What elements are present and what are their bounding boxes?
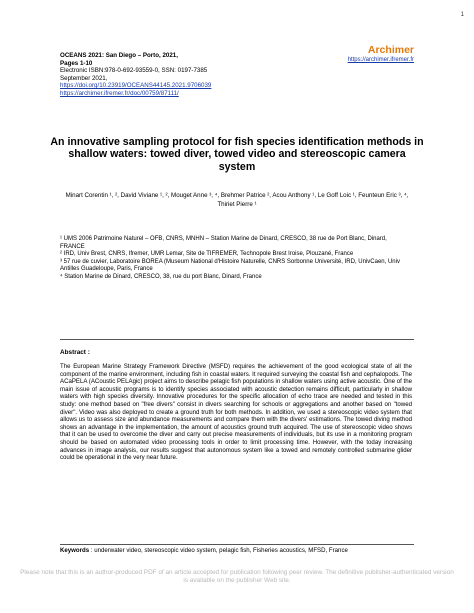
doi-link[interactable]: https://doi.org/10.23919/OCEANS44145.2021.9706039 <box>60 82 212 90</box>
divider-bottom <box>60 544 414 545</box>
archive-link[interactable]: https://archimer.ifremer.fr/doc/00759/87111/ <box>60 89 179 97</box>
paper-title: An innovative sampling protocol for fish species identification methods in shallow waters: towed diver, towed video and stereoscopic camera system <box>50 136 424 173</box>
abstract-body: The European Marine Strategy Framework Directive (MSFD) requires the achievement of the good ecological state of all the component of the marine environment, including fish in coastal waters. It required surveying the coastal fish and cephalopods. The ACaPELA (ACoustic PELAgic) project aims to describe pelagic fish populations in shallow waters using active acoustic. One of the main issue of acoustic programs is to identify species associated with acoustic detection remains difficult, particularly in shallow waters with high species diversity. Innovative procedures for the specific allocation of echo trace are needed and tested in this study: one method based on "free divers" consist in divers searching for schools or aggregations and another based on "towed diver". Video was also deployed to create a ground truth for both methods. In addition, we used a stereoscopic video system that allows us to assess size and abundance measurements and compare them with the divers' estimations. The towed diving method shows an advantage in the implementation, the amount of acoustics ground truth acquired. The use of stereoscopic video shows that it can be used to overcome the diver and carry out precise measurements of individuals, but its use in a monitoring program should be based on automated video processing tools in order to limit processing time. However, with the today increasing advances in image analysis, our results suggest that autonomous system like a towed and remotely controlled submarine glider could be operational in the very near future. <box>60 363 412 462</box>
affiliations <box>60 236 412 282</box>
archimer-header <box>348 44 414 63</box>
footer-note: Please note that this is an author-produced PDF of an article accepted for publication following peer review. The definitive publisher-authenticated version is available on the publisher Web site. <box>20 569 454 584</box>
keywords-text: : underwater video, stereoscopic video system, pelagic fish, Fisheries acoustics, MFSD, France <box>89 547 348 554</box>
abstract-heading: Abstract : <box>60 349 90 356</box>
page-number: 1 <box>460 12 464 18</box>
citation-isbn: Electronic ISBN:978-0-692-93559-0, SSN: 0197-7385 <box>60 67 208 75</box>
keywords <box>60 547 412 555</box>
divider-top <box>60 339 414 340</box>
citation-block <box>60 52 320 98</box>
author-list: Minart Corentin ¹, ², David Viviane ¹, ², Mouget Anne ³, ⁴, Brehmer Patrice ², Acou Anthony ¹, Le Goff Loic ¹, Feunteun Eric ³, ⁴, Thiriet Pierre ¹ <box>65 192 409 208</box>
keywords-label: Keywords <box>60 547 90 554</box>
citation-venue: OCEANS 2021: San Diego – Porto, 2021, <box>60 52 178 59</box>
affiliation-item: ⁴ Station Marine de Dinard, CRESCO, 38, rue du port Blanc, Dinard, France <box>60 273 262 280</box>
affiliation-item: ¹ UMS 2006 Patrimoine Naturel – OFB, CNRS, MNHN – Station Marine de Dinard, CRESCO, 38 rue de Port Blanc, Dinard, FRANCE <box>60 236 387 250</box>
citation-date: September 2021, <box>60 74 108 82</box>
affiliation-item: ² IRD, Univ Brest, CNRS, Ifremer, UMR Lemar, Site de TIFREMER, Technopole Brest Iroise, Plouzané, France <box>60 251 354 258</box>
archimer-link[interactable]: https://archimer.ifremer.fr <box>347 57 414 63</box>
citation-pages: Pages 1-10 <box>60 59 93 67</box>
archimer-logo[interactable]: Archimer <box>367 44 414 56</box>
affiliation-item: ³ 57 rue de cuvier, Laboratoire BOREA (Museum National d'Histoire Naturelle, CNRS Sorbonne Université, IRD, UnivCaen, Univ Antilles Guadeloupe, Paris, France <box>60 258 400 273</box>
